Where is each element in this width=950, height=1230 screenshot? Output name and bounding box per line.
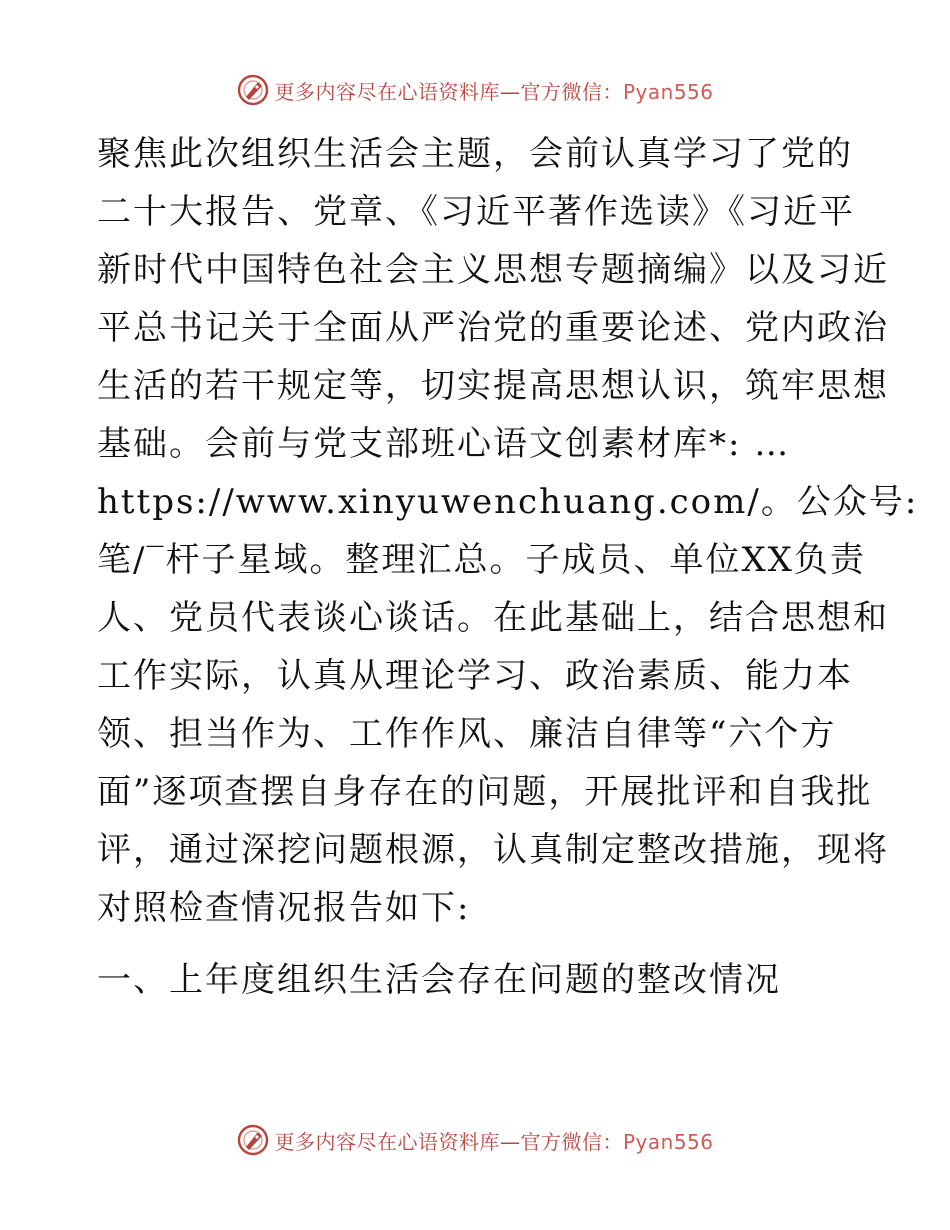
body-line: 领、担当作为、工作作风、廉洁自律等“六个方 bbox=[97, 714, 837, 754]
body-line: 工作实际，认真从理论学习、政治素质、能力本 bbox=[97, 656, 853, 696]
header-banner-content bbox=[236, 73, 713, 107]
header-banner-handle: Pyan556 bbox=[622, 79, 714, 104]
pen-nib-logo-icon bbox=[236, 73, 270, 107]
footer-banner-handle: Pyan556 bbox=[622, 1129, 714, 1154]
body-line: 笔/‾杆子星域。整理汇总。子成员、单位XX负责 bbox=[97, 540, 866, 580]
header-banner bbox=[0, 70, 950, 110]
footer-banner-content bbox=[236, 1123, 713, 1157]
body-line: 二十大报告、党章、《习近平著作选读》《习近平 bbox=[97, 192, 855, 232]
document-body bbox=[97, 125, 919, 937]
body-paragraph bbox=[97, 125, 919, 937]
pen-nib-logo-icon bbox=[236, 1123, 270, 1157]
body-line: 面”逐项查摆自身存在的问题，开展批评和自我批 bbox=[97, 772, 873, 812]
body-line: 生活的若干规定等，切实提高思想认识，筑牢思想 bbox=[97, 366, 889, 406]
body-line: 新时代中国特色社会主义思想专题摘编》以及习近 bbox=[97, 250, 889, 290]
body-line: 聚焦此次组织生活会主题，会前认真学习了党的 bbox=[97, 134, 853, 174]
body-line: 平总书记关于全面从严治党的重要论述、党内政治 bbox=[97, 308, 889, 348]
footer-banner-text bbox=[274, 1126, 713, 1155]
footer-banner bbox=[0, 1120, 950, 1160]
body-line: 基础。会前与党支部班心语文创素材库*: … bbox=[97, 424, 791, 464]
header-banner-text bbox=[274, 76, 713, 105]
body-line: 评，通过深挖问题根源，认真制定整改措施，现将 bbox=[97, 830, 889, 870]
header-banner-label: 更多内容尽在心语资料库—官方微信： bbox=[274, 79, 623, 104]
body-line: 对照检查情况报告如下: bbox=[97, 888, 471, 928]
body-line: 人、党员代表谈心谈话。在此基础上，结合思想和 bbox=[97, 598, 889, 638]
body-line: https://www.xinyuwenchuang.com/。公众号: bbox=[97, 482, 919, 522]
section-heading: 一、上年度组织生活会存在问题的整改情况 bbox=[97, 960, 781, 1000]
footer-banner-label: 更多内容尽在心语资料库—官方微信： bbox=[274, 1129, 623, 1154]
